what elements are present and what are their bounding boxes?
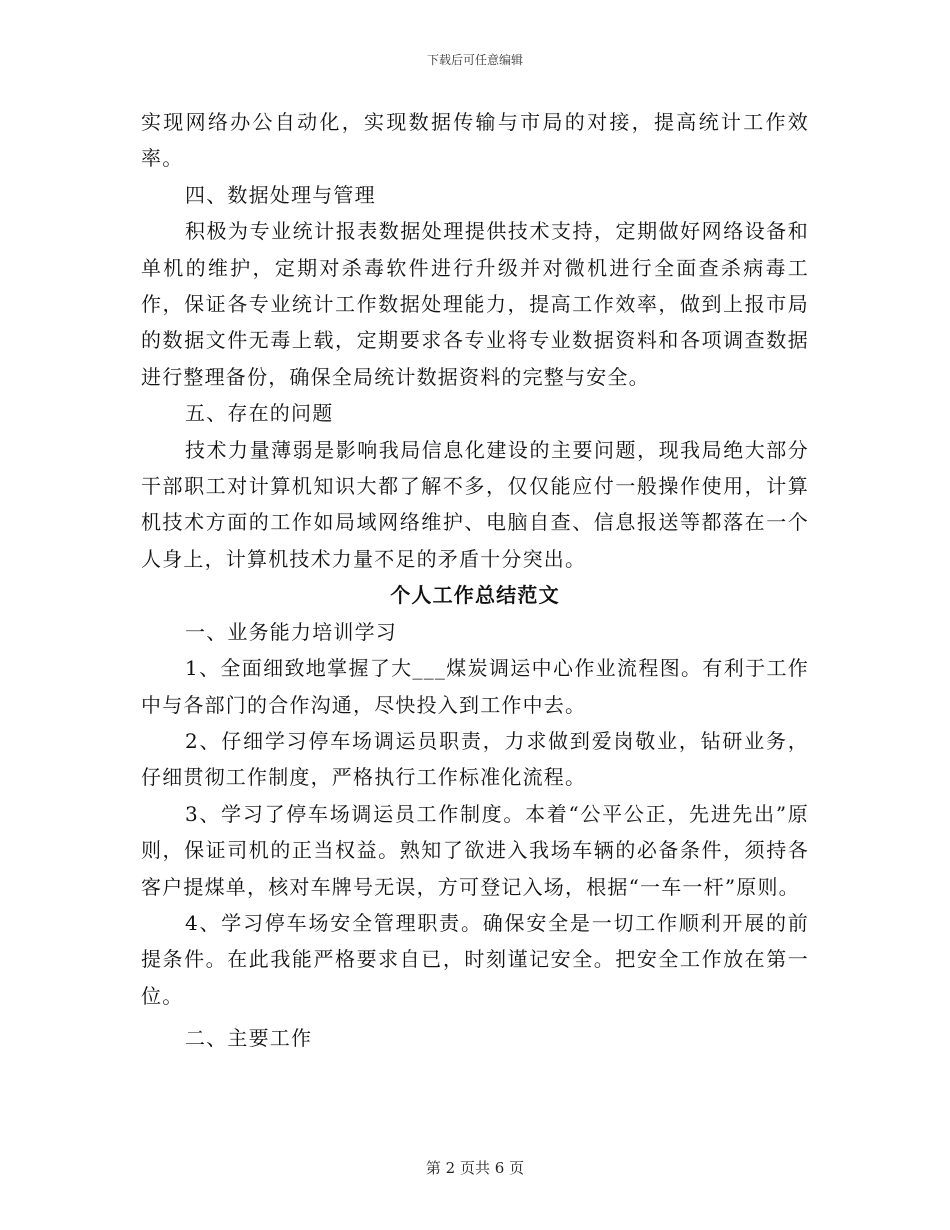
document-title: 个人工作总结范文 <box>390 583 560 608</box>
section-heading: 四、数据处理与管理 <box>185 182 376 207</box>
list-item: 3、学习了停车场调运员工作制度。本着“公平公正，先进先出”原则，保证司机的正当权益。熟知了欲进入我场车辆的必备条件，须持各客户提煤单，核对车牌号无误，方可登记入场，根据“一车一杆”原则。 <box>141 801 809 899</box>
section-heading: 一、业务能力培训学习 <box>185 619 397 644</box>
list-item: 1、全面细致地掌握了大___煤炭调运中心作业流程图。有利于工作中与各部门的合作沟通，尽快投入到工作中去。 <box>141 656 809 717</box>
document-body <box>141 104 809 1057</box>
section-heading: 二、主要工作 <box>185 1026 313 1051</box>
paragraph: 技术力量薄弱是影响我局信息化建设的主要问题，现我局绝大部分干部职工对计算机知识大都了解不多，仅仅能应付一般操作使用，计算机技术方面的工作如局域网络维护、电脑自查、信息报送等都落在一个人身上，计算机技术力量不足的矛盾十分突出。 <box>141 437 809 571</box>
page-header: 下载后可任意编辑 <box>426 53 523 67</box>
list-item: 2、仔细学习停车场调运员职责，力求做到爱岗敬业，钻研业务，仔细贯彻工作制度，严格执行工作标准化流程。 <box>141 728 809 790</box>
paragraph: 积极为专业统计报表数据处理提供技术支持，定期做好网络设备和单机的维护，定期对杀毒软件进行升级并对微机进行全面查杀病毒工作，保证各专业统计工作数据处理能力，提高工作效率，做到上报市局的数据文件无毒上载，定期要求各专业将专业数据资料和各项调查数据进行整理备份，确保全局统计数据资料的完整与安全。 <box>141 219 809 389</box>
paragraph: 实现网络办公自动化，实现数据传输与市局的对接，提高统计工作效率。 <box>141 110 809 171</box>
list-item: 4、学习停车场安全管理职责。确保安全是一切工作顺利开展的前提条件。在此我能严格要求自已，时刻谨记安全。把安全工作放在第一位。 <box>141 910 809 1008</box>
page-footer: 第 2 页共 6 页 <box>425 1159 525 1177</box>
section-heading: 五、存在的问题 <box>185 401 334 426</box>
